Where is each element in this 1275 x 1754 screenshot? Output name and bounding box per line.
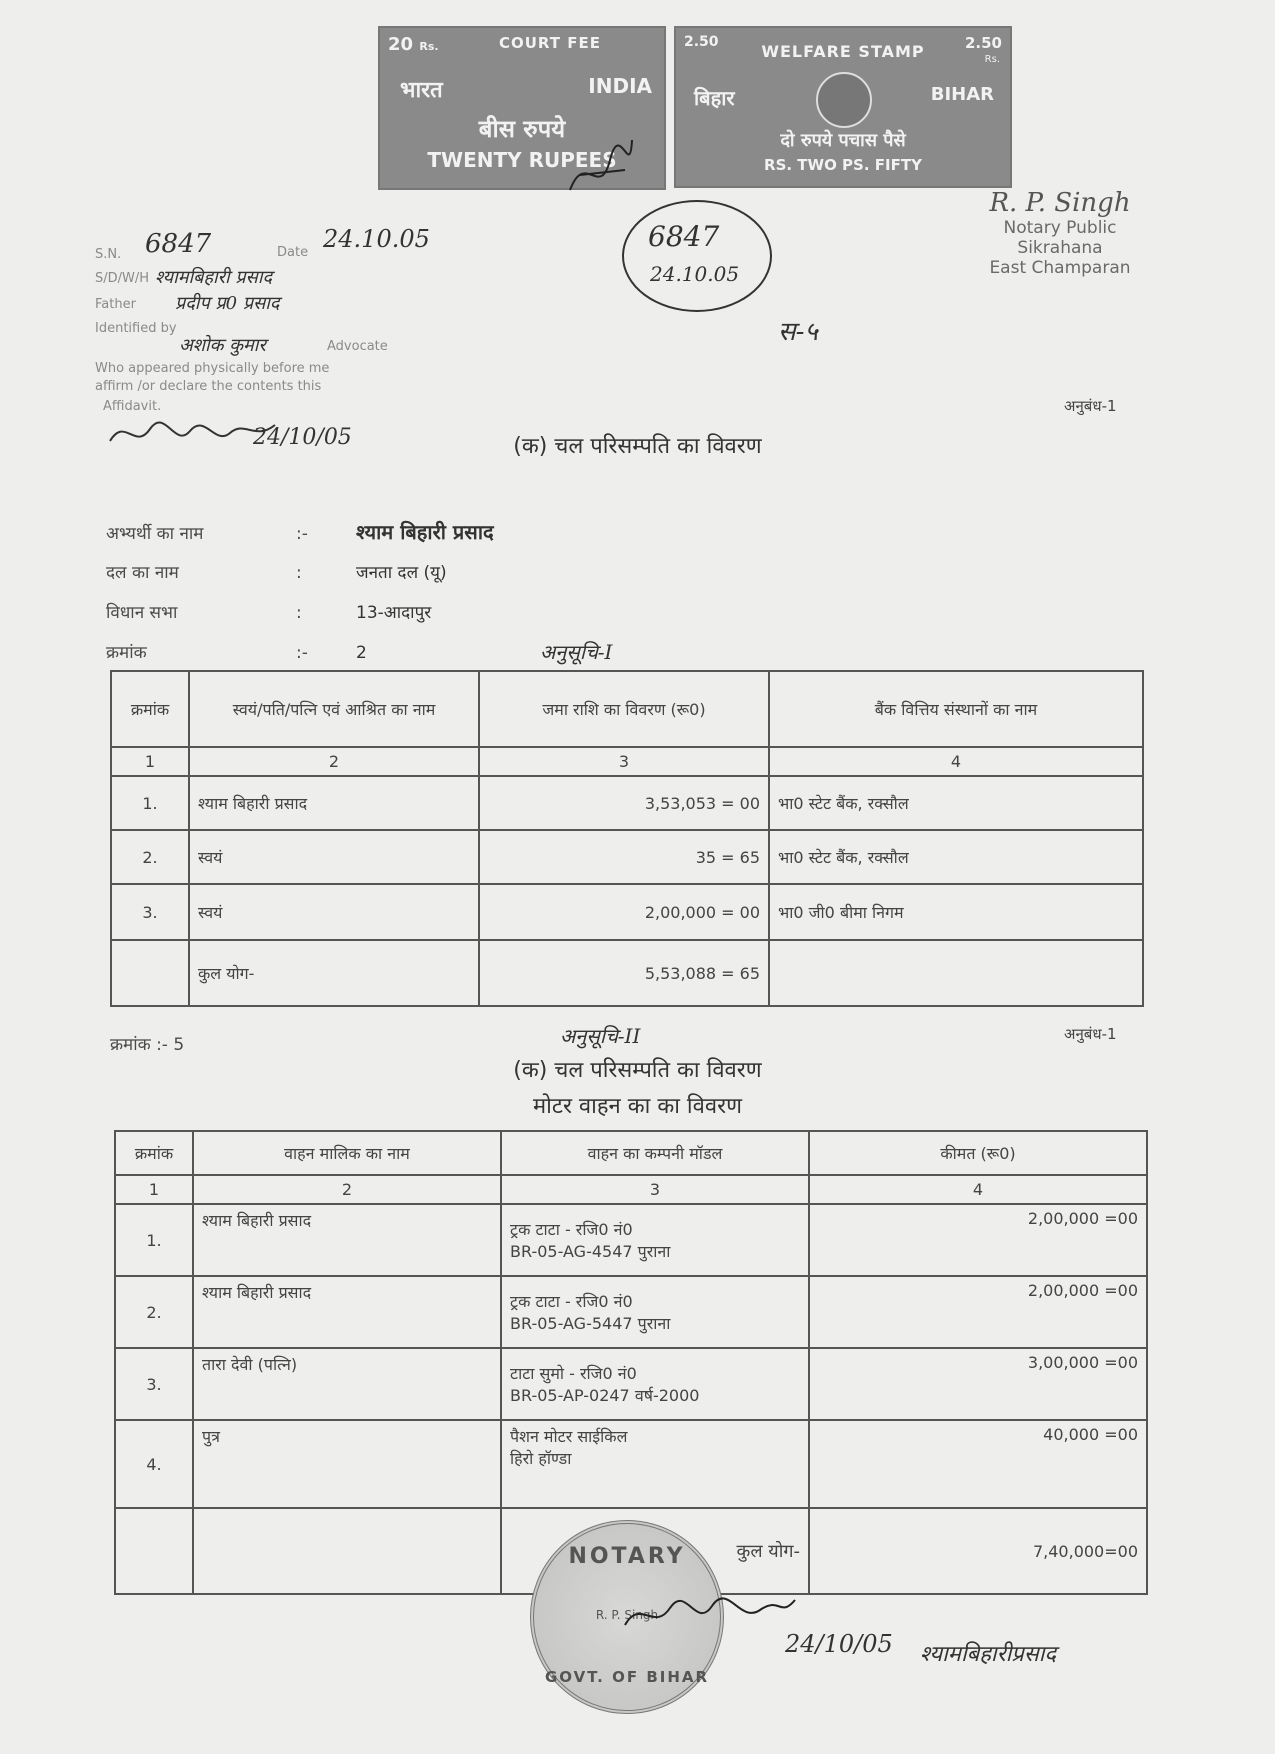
section1-title: (क) चल परिसम्पति का विवरण — [513, 434, 762, 459]
row-model — [501, 1204, 809, 1276]
field-sep: :- — [296, 524, 308, 544]
col-number: 1 — [111, 747, 189, 776]
court-fee-currency: Rs. — [419, 40, 439, 53]
field-label: अभ्यर्थी का नाम — [106, 524, 204, 544]
court-fee-amount-hi: बीस रुपये — [478, 115, 566, 143]
attestation-father: प्रदीप प्र0 प्रसाद — [175, 293, 280, 314]
row-name: स्वयं — [189, 884, 479, 940]
row-owner: तारा देवी (पत्नि) — [193, 1348, 501, 1420]
field-value: 13-आदापुर — [356, 603, 432, 623]
section2-serial-label: क्रमांक :- — [110, 1035, 168, 1055]
court-fee-country-hi: भारत — [400, 78, 443, 103]
header-cell: क्रमांक — [115, 1131, 193, 1175]
row-model-line1: ट्रक टाटा - रजि0 नं0 — [510, 1220, 633, 1239]
col-number: 3 — [501, 1175, 809, 1204]
seal-bottom-text: GOVT. OF BIHAR — [544, 1668, 710, 1686]
row-owner: श्याम बिहारी प्रसाद — [193, 1276, 501, 1348]
field-value: जनता दल (यू) — [356, 563, 447, 583]
stamp-signature-icon — [560, 130, 640, 210]
table-row — [111, 830, 1143, 884]
seal-top-text: NOTARY — [568, 1544, 686, 1569]
attestation-text-who: Who appeared physically before me — [95, 361, 330, 376]
header-cell: क्रमांक — [111, 671, 189, 747]
total-empty — [115, 1508, 193, 1594]
notary-place: Sikrahana — [1017, 238, 1103, 258]
attestation-serial-no: 6847 — [145, 229, 212, 259]
field-value: श्याम बिहारी प्रसाद — [356, 520, 494, 544]
row-sn: 1. — [111, 776, 189, 830]
total-empty — [111, 940, 189, 1006]
welfare-currency: Rs. — [984, 54, 1000, 65]
field-sep: : — [296, 603, 302, 623]
row-price: 3,00,000 =00 — [809, 1348, 1147, 1420]
attestation-advocate-label: Advocate — [327, 339, 388, 354]
field-party-name — [106, 560, 447, 583]
table-row — [111, 776, 1143, 830]
table-header-row — [111, 671, 1143, 747]
deposits-table — [110, 670, 1144, 1007]
footer-sign-date: 24/10/05 — [785, 1630, 893, 1658]
court-fee-country-en: INDIA — [588, 74, 652, 98]
attestation-father-label: Father — [95, 297, 136, 312]
notary-signature-icon — [620, 1590, 800, 1640]
deponent-signature: श्यामबिहारीप्रसाद — [920, 1642, 1057, 1667]
total-label: कुल योग- — [189, 940, 479, 1006]
row-amount: 3,53,053 = 00 — [479, 776, 769, 830]
section2-serial-value: 5 — [173, 1035, 185, 1055]
welfare-value-left: 2.50 — [684, 34, 719, 50]
row-owner: पुत्र — [193, 1420, 501, 1508]
notary-district: East Champaran — [989, 258, 1131, 278]
row-owner: श्याम बिहारी प्रसाद — [193, 1204, 501, 1276]
section2-serial — [110, 1032, 184, 1055]
welfare-amount-en: RS. TWO PS. FIFTY — [764, 156, 922, 174]
row-sn: 1. — [115, 1204, 193, 1276]
welfare-stamp — [674, 26, 1012, 188]
table-header-row — [115, 1131, 1147, 1175]
attestation-son-of: श्यामबिहारी प्रसाद — [155, 267, 273, 288]
row-bank: भा0 जी0 बीमा निगम — [769, 884, 1143, 940]
row-price: 2,00,000 =00 — [809, 1204, 1147, 1276]
column-number-row — [111, 747, 1143, 776]
field-label: दल का नाम — [106, 563, 179, 583]
welfare-header: WELFARE STAMP — [761, 42, 925, 61]
field-sep: : — [296, 563, 302, 583]
attestation-sign-date: 24/10/05 — [253, 425, 352, 450]
header-cell: बैंक वित्तिय संस्थानों का नाम — [769, 671, 1143, 747]
attestation-date-label: Date — [277, 245, 309, 260]
section2-title: (क) चल परिसम्पति का विवरण — [513, 1058, 762, 1083]
row-bank: भा0 स्टेट बैंक, रक्सौल — [769, 830, 1143, 884]
schedule-2-label: अनुसूचि-II — [560, 1024, 641, 1048]
row-model-line1: पैशन मोटर साईकिल — [510, 1427, 628, 1446]
col-number: 4 — [809, 1175, 1147, 1204]
col-number: 3 — [479, 747, 769, 776]
column-number-row — [115, 1175, 1147, 1204]
field-value: 2 — [356, 643, 367, 663]
attestation-sdh-label: S/D/W/H — [95, 271, 150, 286]
circled-serial — [622, 200, 772, 312]
attestation-block — [95, 215, 430, 455]
attestation-identified-label: Identified by — [95, 321, 177, 336]
row-model-line1: ट्रक टाटा - रजि0 नं0 — [510, 1292, 633, 1311]
section2-subtitle: मोटर वाहन का का विवरण — [533, 1094, 742, 1119]
row-model-line2: BR-05-AP-0247 वर्ष-2000 — [510, 1386, 700, 1405]
total-empty — [193, 1508, 501, 1594]
row-sn: 3. — [111, 884, 189, 940]
col-number: 4 — [769, 747, 1143, 776]
row-sn: 2. — [115, 1276, 193, 1348]
attestation-text-affirm: affirm /or declare the contents this — [95, 379, 322, 394]
total-amount: 5,53,088 = 65 — [479, 940, 769, 1006]
field-serial — [106, 640, 367, 663]
total-row — [111, 940, 1143, 1006]
circled-serial-date: 24.10.05 — [650, 262, 740, 286]
header-cell: कीमत (रू0) — [809, 1131, 1147, 1175]
table-row — [111, 884, 1143, 940]
row-name: श्याम बिहारी प्रसाद — [189, 776, 479, 830]
table-row — [115, 1276, 1147, 1348]
court-fee-amount-en: TWENTY RUPEES — [427, 148, 617, 172]
schedule-1-label: अनुसूचि-I — [540, 640, 613, 664]
seal-center-text: R. P. Singh — [595, 1608, 659, 1622]
row-sn: 3. — [115, 1348, 193, 1420]
notary-stamp — [960, 188, 1160, 278]
total-label: कुल योग- — [501, 1508, 809, 1594]
notary-title: Notary Public — [1003, 218, 1117, 238]
welfare-state-hi: बिहार — [694, 86, 735, 110]
table-row — [115, 1204, 1147, 1276]
row-bank: भा0 स्टेट बैंक, रक्सौल — [769, 776, 1143, 830]
field-label: विधान सभा — [106, 603, 178, 623]
field-sep: :- — [296, 643, 308, 663]
header-cell: स्वयं/पति/पत्नि एवं आश्रित का नाम — [189, 671, 479, 747]
row-price: 40,000 =00 — [809, 1420, 1147, 1508]
header-cell: वाहन का कम्पनी मॉडल — [501, 1131, 809, 1175]
header-cell: जमा राशि का विवरण (रू0) — [479, 671, 769, 747]
circled-serial-number: 6847 — [648, 220, 720, 253]
row-model — [501, 1276, 809, 1348]
row-amount: 2,00,000 = 00 — [479, 884, 769, 940]
attestation-identified-by: अशोक कुमार — [179, 335, 266, 356]
row-sn: 4. — [115, 1420, 193, 1508]
notary-name: R. P. Singh — [989, 188, 1131, 218]
attestation-date: 24.10.05 — [323, 225, 430, 253]
section2-annexure: अनुबंध-1 — [1064, 1025, 1117, 1043]
row-model-line2: BR-05-AG-4547 पुराना — [510, 1242, 671, 1261]
welfare-amount-hi: दो रुपये पचास पैसे — [780, 130, 906, 151]
attestation-text-affidavit: Affidavit. — [103, 399, 162, 414]
table-row — [115, 1420, 1147, 1508]
row-sn: 2. — [111, 830, 189, 884]
col-number: 2 — [193, 1175, 501, 1204]
row-name: स्वयं — [189, 830, 479, 884]
field-label: क्रमांक — [106, 643, 147, 663]
row-model-line2: BR-05-AG-5447 पुराना — [510, 1314, 671, 1333]
row-amount: 35 = 65 — [479, 830, 769, 884]
row-model — [501, 1420, 809, 1508]
table-row — [115, 1348, 1147, 1420]
welfare-emblem-icon — [816, 72, 872, 128]
welfare-value-right: 2.50 — [964, 34, 1002, 52]
row-price: 2,00,000 =00 — [809, 1276, 1147, 1348]
court-fee-value: 20 — [388, 34, 414, 55]
col-number: 1 — [115, 1175, 193, 1204]
court-fee-header: COURT FEE — [498, 34, 601, 52]
total-amount: 7,40,000=00 — [809, 1508, 1147, 1594]
welfare-state-en: BIHAR — [930, 84, 994, 105]
total-empty — [769, 940, 1143, 1006]
field-candidate-name — [106, 518, 494, 545]
row-model — [501, 1348, 809, 1420]
header-cell: वाहन मालिक का नाम — [193, 1131, 501, 1175]
field-assembly — [106, 600, 431, 623]
row-model-line2: हिरो हॉण्डा — [510, 1449, 572, 1468]
row-model-line1: टाटा सुमो - रजि0 नं0 — [510, 1364, 637, 1383]
annexure-top: अनुबंध-1 — [1064, 397, 1117, 415]
col-number: 2 — [189, 747, 479, 776]
attestation-sn-label: S.N. — [95, 247, 122, 262]
handwritten-mark: स-५ — [778, 317, 818, 347]
